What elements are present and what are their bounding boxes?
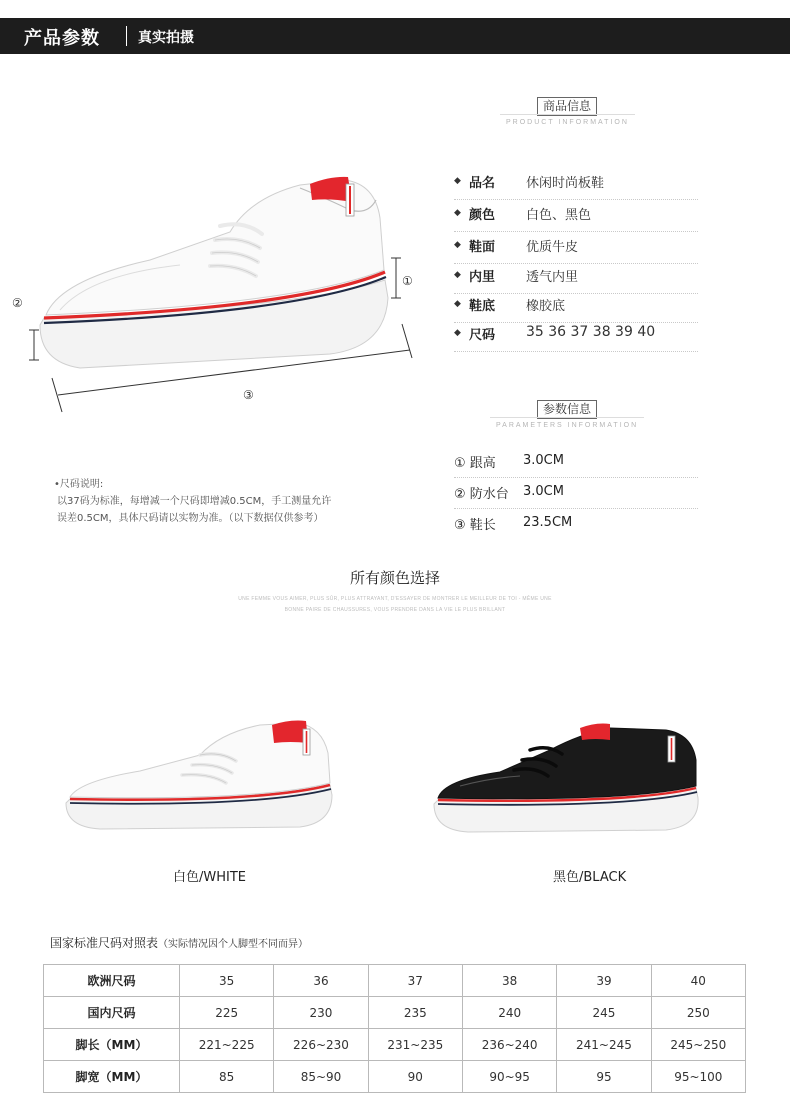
spec-label: 鞋底	[469, 299, 496, 314]
row-header: 欧洲尺码	[44, 965, 180, 997]
table-cell: 241~245	[557, 1029, 651, 1061]
table-cell: 231~235	[368, 1029, 462, 1061]
row-header: 国内尺码	[44, 997, 180, 1029]
param-label: ③ 鞋长	[454, 518, 496, 533]
black-color-caption: 黑色/BLACK	[553, 870, 627, 885]
bullet-icon: ◆	[454, 176, 461, 186]
product-info-subheading: PRODUCT INFORMATION	[506, 119, 629, 126]
table-cell: 250	[651, 997, 745, 1029]
table-cell: 85	[180, 1061, 274, 1093]
bullet-icon: ◆	[454, 240, 461, 250]
spec-label: 品名	[469, 176, 496, 191]
table-cell: 40	[651, 965, 745, 997]
param-value: 3.0CM	[523, 484, 564, 499]
spec-row-lining	[454, 264, 698, 294]
row-header: 脚宽（MM）	[44, 1061, 180, 1093]
size-table-note: （实际情况因个人脚型不同而异）	[158, 939, 309, 950]
table-cell: 245~250	[651, 1029, 745, 1061]
table-cell: 35	[180, 965, 274, 997]
size-note-line: 以37码为标准，每增减一个尺码即增减0.5CM，手工测量允许	[57, 496, 332, 507]
param-row-length	[454, 510, 698, 540]
param-value: 23.5CM	[523, 515, 573, 530]
table-cell: 245	[557, 997, 651, 1029]
param-row-platform	[454, 479, 698, 509]
header-title: 产品参数	[24, 28, 100, 49]
table-cell: 85~90	[274, 1061, 368, 1093]
param-row-heel	[454, 448, 698, 478]
black-shoe-image	[430, 720, 720, 850]
spec-label: 内里	[469, 270, 496, 285]
parameters-subheading: PARAMETERS INFORMATION	[496, 422, 639, 429]
table-cell: 226~230	[274, 1029, 368, 1061]
bullet-icon: ◆	[454, 328, 461, 338]
colors-section-title: 所有颜色选择	[349, 569, 440, 587]
parameters-heading: 参数信息	[537, 400, 597, 419]
spec-label: 鞋面	[469, 240, 496, 255]
spec-row-size	[454, 322, 698, 352]
spec-row-color	[454, 202, 698, 232]
spec-value: 白色、黑色	[526, 208, 592, 223]
spec-label: 颜色	[469, 208, 496, 223]
spec-value: 35 36 37 38 39 40	[526, 324, 656, 340]
table-cell: 225	[180, 997, 274, 1029]
table-cell: 38	[462, 965, 556, 997]
bullet-icon: ◆	[454, 299, 461, 309]
spec-value: 透气内里	[526, 270, 579, 285]
spec-value: 休闲时尚板鞋	[526, 176, 605, 191]
table-cell: 36	[274, 965, 368, 997]
table-cell: 39	[557, 965, 651, 997]
size-table-title	[50, 934, 308, 951]
table-cell: 240	[462, 997, 556, 1029]
param-label: ① 跟高	[454, 456, 496, 471]
bullet-icon: ◆	[454, 270, 461, 280]
main-shoe-image	[0, 140, 440, 440]
table-cell: 95	[557, 1061, 651, 1093]
table-cell: 230	[274, 997, 368, 1029]
header-divider	[126, 26, 127, 46]
param-label: ② 防水台	[454, 487, 509, 502]
product-info-heading: 商品信息	[537, 97, 597, 116]
table-row	[44, 1061, 746, 1093]
colors-section-subtitle: UNE FEMME VOUS AIMER, PLUS SÛR, PLUS ATTRAYANT, D'ESSAYER DE MONTRER LE MEILLEUR DE TOI - MÊME UNE	[238, 596, 552, 602]
size-note-line: 误差0.5CM，具体尺码请以实物为准。（以下数据仅供参考）	[57, 513, 324, 524]
header-subtitle: 真实拍摄	[138, 30, 194, 46]
spec-row-name	[454, 170, 698, 200]
table-cell: 221~225	[180, 1029, 274, 1061]
colors-section-subtitle: BONNE PAIRE DE CHAUSSURES, VOUS PRENDRE DANS LA VIE LE PLUS BRILLANT	[284, 607, 506, 613]
white-color-caption: 白色/WHITE	[173, 870, 246, 885]
bullet-icon: ◆	[454, 208, 461, 218]
spec-value: 优质牛皮	[526, 240, 579, 255]
table-cell: 37	[368, 965, 462, 997]
table-cell: 235	[368, 997, 462, 1029]
dimension-marker-3: ③	[243, 388, 254, 402]
spec-row-upper	[454, 234, 698, 264]
row-header: 脚长（MM）	[44, 1029, 180, 1061]
size-table	[43, 964, 746, 1093]
table-cell: 90	[368, 1061, 462, 1093]
table-cell: 236~240	[462, 1029, 556, 1061]
white-shoe-image	[60, 715, 350, 845]
table-row	[44, 1029, 746, 1061]
spec-value: 橡胶底	[526, 299, 566, 314]
size-note-title: •尺码说明:	[54, 479, 104, 490]
spec-label: 尺码	[469, 328, 496, 343]
header-bar	[0, 18, 790, 54]
table-cell: 90~95	[462, 1061, 556, 1093]
param-value: 3.0CM	[523, 453, 564, 468]
table-row	[44, 965, 746, 997]
dimension-marker-2: ②	[12, 296, 23, 310]
size-table-title-text: 国家标准尺码对照表	[50, 936, 159, 950]
size-note	[54, 476, 332, 527]
table-cell: 95~100	[651, 1061, 745, 1093]
spec-row-sole	[454, 293, 698, 323]
table-row	[44, 997, 746, 1029]
dimension-marker-1: ①	[402, 274, 413, 288]
